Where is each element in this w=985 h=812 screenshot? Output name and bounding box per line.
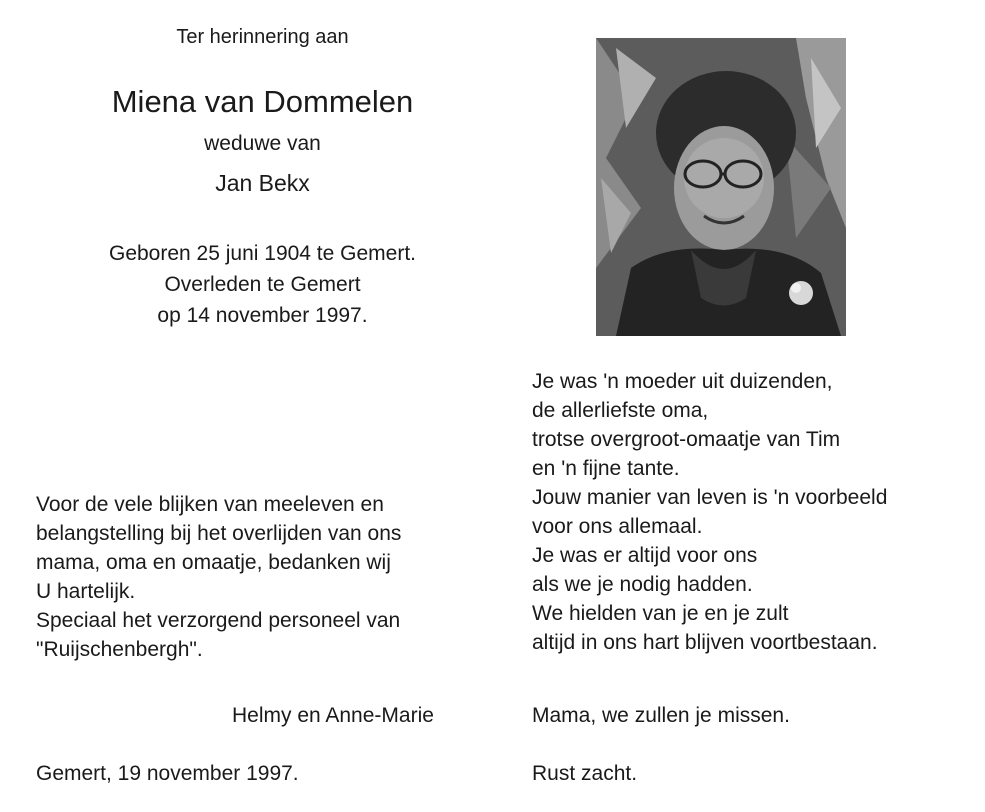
poem-line: als we je nodig hadden. (532, 573, 753, 596)
poem-line: We hielden van je en je zult (532, 602, 789, 625)
poem-line: Je was er altijd voor ons (532, 544, 758, 567)
birth-line: Geboren 25 juni 1904 te Gemert. (108, 242, 417, 265)
life-dates (0, 238, 525, 331)
thanks-line: Speciaal het verzorgend personeel van (36, 609, 401, 632)
poem-line: Je was 'n moeder uit duizenden, (532, 370, 833, 393)
intro-text: Ter herinnering aan (176, 26, 349, 48)
widow-of-text: weduwe van (204, 132, 321, 155)
deceased-name: Miena van Dommelen (111, 84, 414, 119)
farewell-text: Rust zacht. (532, 762, 638, 785)
thanks-line: U hartelijk. (36, 580, 136, 603)
thanks-line: belangstelling bij het overlijden van ons (36, 522, 402, 545)
poem-line: de allerliefste oma, (532, 399, 709, 422)
poem-closing: Mama, we zullen je missen. (532, 704, 790, 727)
thanks-line: mama, oma en omaatje, bedanken wij (36, 551, 391, 574)
poem-line: trotse overgroot-omaatje van Tim (532, 428, 841, 451)
death-line: Overleden te Gemert (164, 273, 361, 296)
death-date-line: op 14 november 1997. (157, 304, 368, 327)
spouse-name: Jan Bekx (215, 170, 310, 196)
portrait-photo-image (596, 38, 846, 336)
poem-line: altijd in ons hart blijven voortbestaan. (532, 631, 878, 654)
signature: Helmy en Anne-Marie (232, 704, 434, 727)
thanks-line: Voor de vele blijken van meeleven en (36, 493, 384, 516)
poem-line: Jouw manier van leven is 'n voorbeeld (532, 486, 888, 509)
place-date: Gemert, 19 november 1997. (36, 762, 299, 785)
thanks-text (36, 490, 506, 664)
thanks-line: "Ruijschenbergh". (36, 638, 203, 661)
poem-line: voor ons allemaal. (532, 515, 703, 538)
poem (532, 367, 977, 657)
poem-line: en 'n fijne tante. (532, 457, 680, 480)
portrait-photo (596, 38, 846, 336)
